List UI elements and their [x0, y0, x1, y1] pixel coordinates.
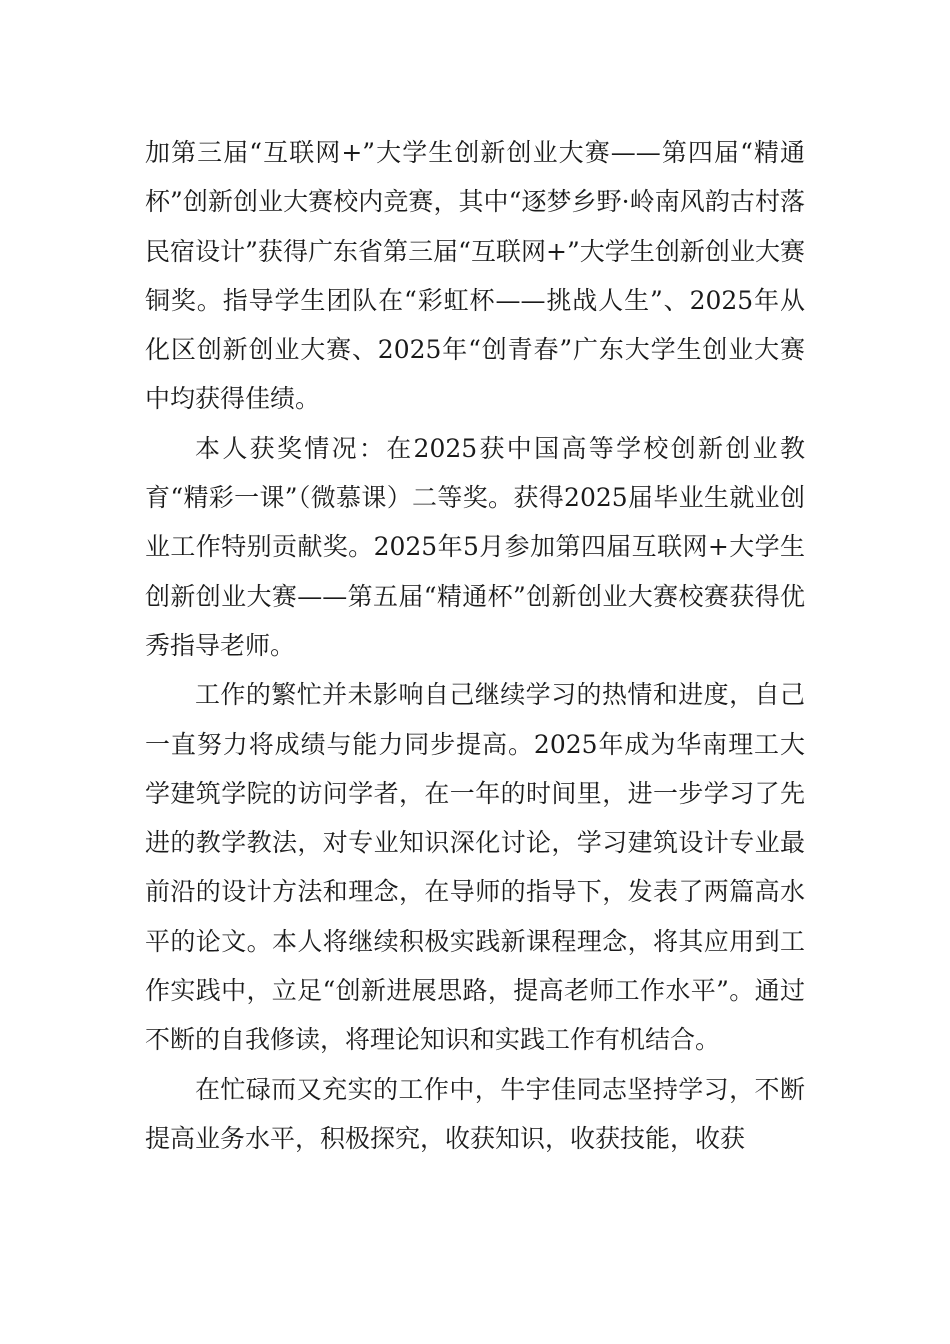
- paragraph-1: 加第三届“互联网+”大学生创新创业大赛——第四届“精通杯”创新创业大赛校内竞赛，其中“逐梦乡野·岭南风韵古村落民宿设计”获得广东省第三届“互联网+”大学生创新创业大赛铜奖。指导学生团队在“彩虹杯——挑战人生”、2025年从化区创新创业大赛、2025年“创青春”广东大学生创业大赛中均获得佳绩。: [145, 138, 805, 414]
- paragraph-3: 工作的繁忙并未影响自己继续学习的热情和进度，自己一直努力将成绩与能力同步提高。2025年成为华南理工大学建筑学院的访问学者，在一年的时间里，进一步学习了先进的教学教法，对专业知识深化讨论，学习建筑设计专业最前沿的设计方法和理念，在导师的指导下，发表了两篇高水平的论文。本人将继续积极实践新课程理念，将其应用到工作实践中，立足“创新进展思路，提高老师工作水平”。通过不断的自我修读，将理论知识和实践工作有机结合。: [145, 680, 805, 1055]
- paragraph-4: 在忙碌而又充实的工作中，牛宇佳同志坚持学习，不断提高业务水平，积极探究，收获知识，收获技能，收获: [145, 1074, 805, 1153]
- paragraph-2: 本人获奖情况：在2025获中国高等学校创新创业教育“精彩一课”（微慕课）二等奖。获得2025届毕业生就业创业工作特别贡献奖。2025年5月参加第四届互联网+大学生创新创业大赛——第五届“精通杯”创新创业大赛校赛获得优秀指导老师。: [145, 433, 805, 660]
- document-body: [145, 128, 805, 1163]
